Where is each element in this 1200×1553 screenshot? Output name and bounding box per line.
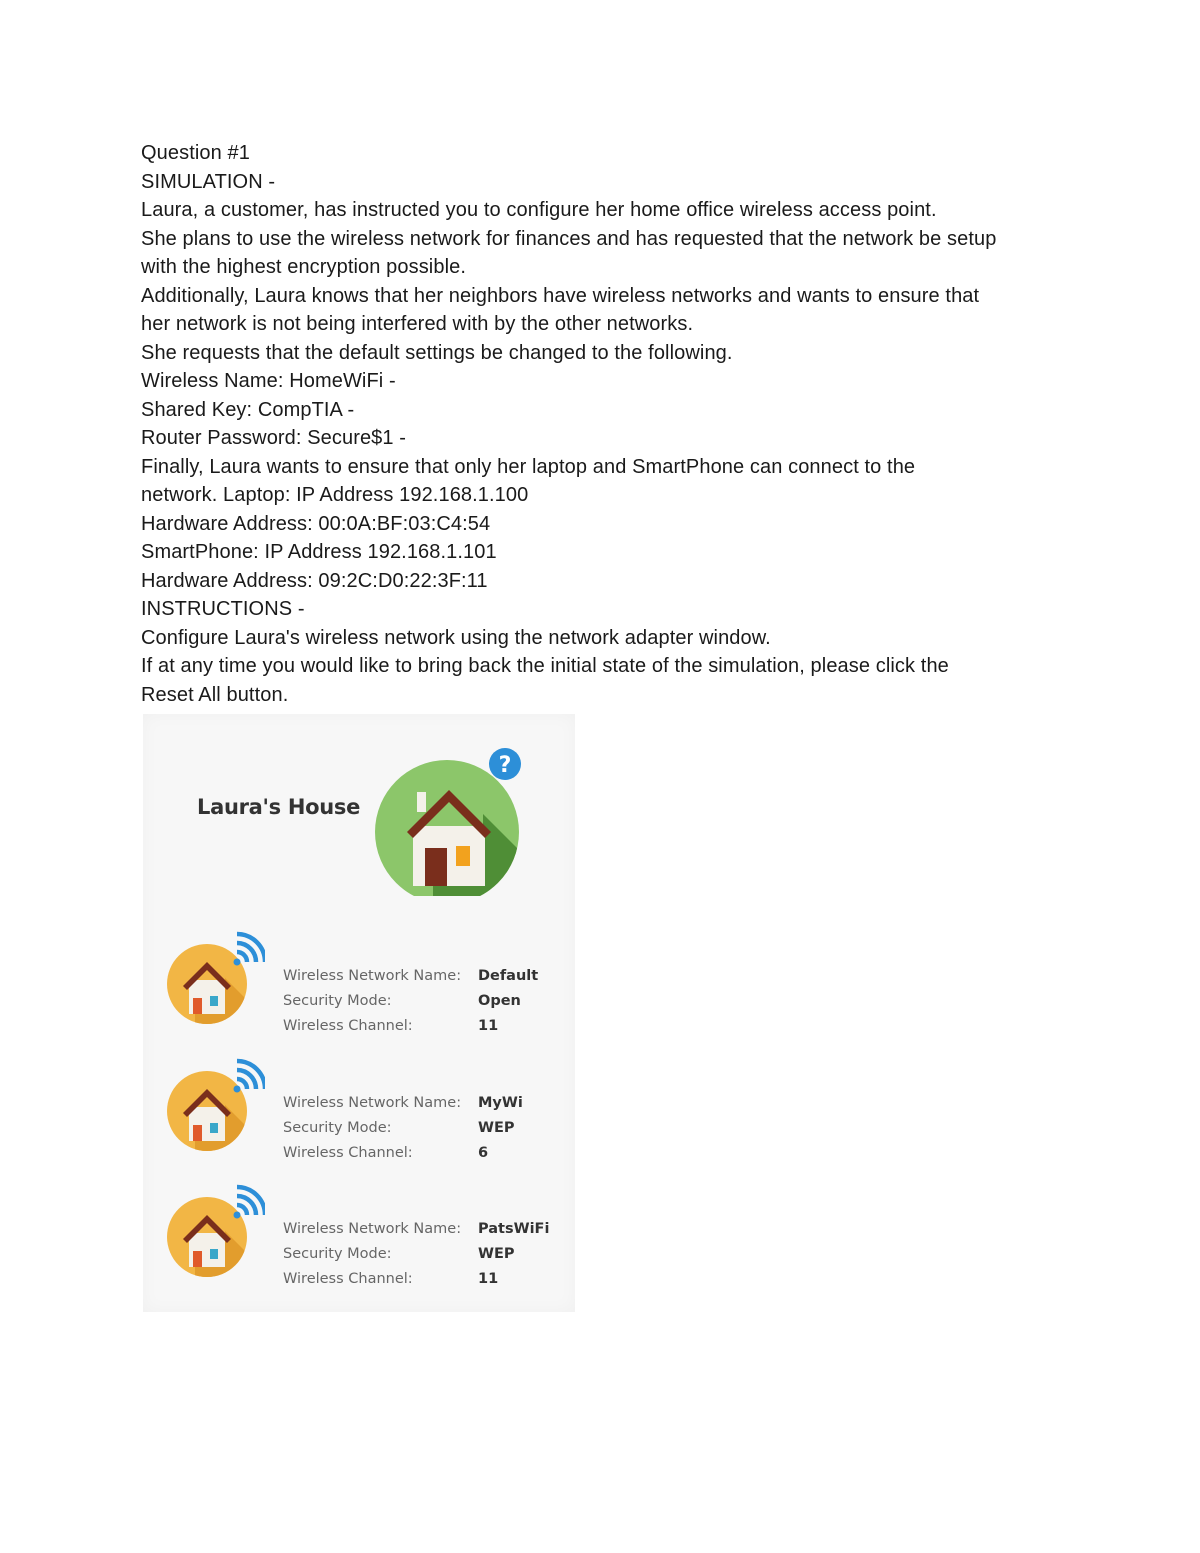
simulation-figure <box>143 714 575 1312</box>
wireless-channel-value: 11 <box>478 1271 499 1287</box>
wifi-icon <box>234 1187 266 1219</box>
question-line: Hardware Address: 00:0A:BF:03:C4:54 <box>141 512 491 535</box>
network-entry <box>165 928 585 1038</box>
network-name-label: Wireless Network Name: <box>283 1221 462 1237</box>
wireless-channel-label: Wireless Channel: <box>283 1271 413 1287</box>
question-line: Shared Key: CompTIA - <box>141 398 355 421</box>
question-line: Wireless Name: HomeWiFi - <box>141 370 396 392</box>
wireless-channel-value: 11 <box>478 1018 499 1034</box>
security-mode-value: Open <box>478 993 521 1009</box>
help-symbol: ? <box>498 753 512 778</box>
question-line: her network is not being interfered with by the other networks. <box>141 313 694 335</box>
wireless-channel-label: Wireless Channel: <box>283 1145 413 1161</box>
question-line: She plans to use the wireless network for finances and has requested that the network be setup <box>141 227 997 250</box>
question-line: Question #1 <box>141 142 250 164</box>
question-line: Laura, a customer, has instructed you to configure her home office wireless access point. <box>141 199 937 221</box>
question-line: SIMULATION - <box>141 170 276 193</box>
neighbor-house-icon <box>165 928 265 1038</box>
network-entry <box>165 1181 585 1291</box>
security-mode-value: WEP <box>478 1120 515 1136</box>
network-name-value: MyWi <box>478 1095 523 1111</box>
neighbor-house-icon <box>165 1181 265 1291</box>
question-text <box>141 139 1071 709</box>
security-mode-label: Security Mode: <box>283 1246 392 1262</box>
question-line: Reset All button. <box>141 683 289 706</box>
question-line: Configure Laura's wireless network using the network adapter window. <box>141 626 771 649</box>
question-line: SmartPhone: IP Address 192.168.1.101 <box>141 541 497 563</box>
question-line: INSTRUCTIONS - <box>141 598 305 620</box>
network-name-label: Wireless Network Name: <box>283 1095 462 1111</box>
wifi-icon <box>234 934 266 966</box>
network-entry <box>165 1055 585 1165</box>
question-line: with the highest encryption possible. <box>141 256 466 278</box>
question-line: If at any time you would like to bring back the initial state of the simulation, please click the <box>141 655 949 677</box>
question-line: Additionally, Laura knows that her neighbors have wireless networks and wants to ensure that <box>141 284 980 307</box>
security-mode-label: Security Mode: <box>283 993 392 1009</box>
question-line: Router Password: Secure$1 - <box>141 427 407 449</box>
neighbor-house-icon <box>165 1055 265 1165</box>
house-title: Laura's House <box>197 795 361 819</box>
network-name-label: Wireless Network Name: <box>283 968 462 984</box>
lauras-house-icon[interactable] <box>373 744 525 896</box>
wireless-channel-label: Wireless Channel: <box>283 1018 413 1034</box>
security-mode-label: Security Mode: <box>283 1120 392 1136</box>
question-line: Hardware Address: 09:2C:D0:22:3F:11 <box>141 569 488 592</box>
wifi-icon <box>234 1061 266 1093</box>
security-mode-value: WEP <box>478 1246 515 1262</box>
network-name-value: Default <box>478 968 539 984</box>
wireless-channel-value: 6 <box>478 1145 489 1161</box>
network-name-value: PatsWiFi <box>478 1221 550 1237</box>
question-line: She requests that the default settings be changed to the following. <box>141 341 733 364</box>
question-line: network. Laptop: IP Address 192.168.1.100 <box>141 484 529 506</box>
question-line: Finally, Laura wants to ensure that only her laptop and SmartPhone can connect to the <box>141 455 916 478</box>
